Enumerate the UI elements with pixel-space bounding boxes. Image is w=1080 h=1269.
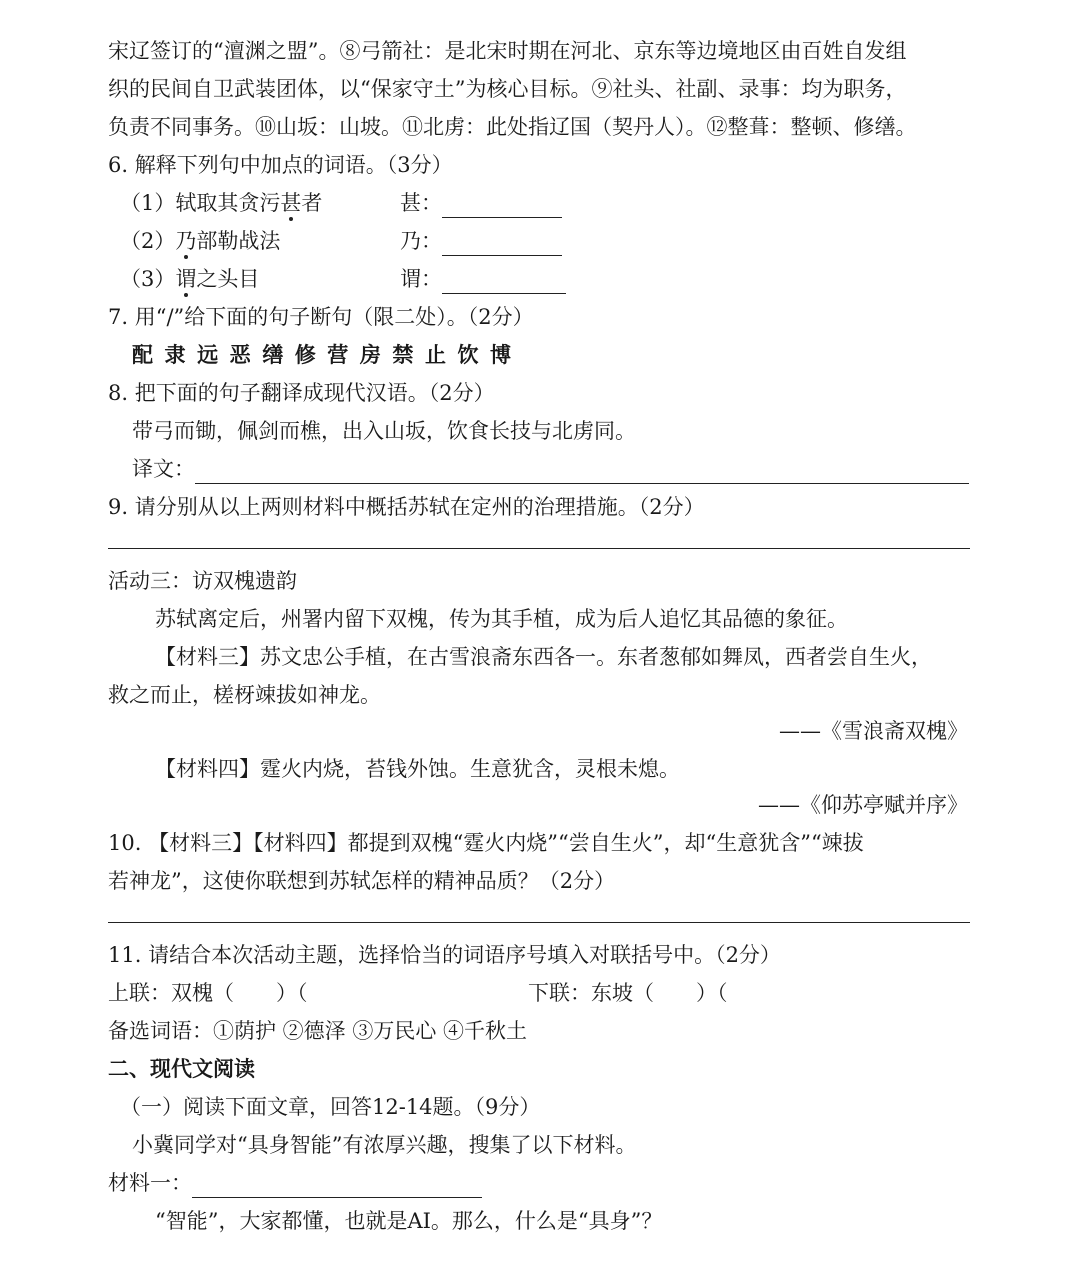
item-3-answer-blank[interactable] bbox=[442, 271, 566, 294]
item-1-prefix: （1）轼取其贪污 bbox=[120, 191, 281, 215]
notes-line-1: 宋辽签订的“澶渊之盟”。⑧弓箭社：是北宋时期在河北、京东等边境地区由百姓自发组 bbox=[108, 39, 907, 63]
material-3-line-1: 【材料三】苏文忠公手植，在古雪浪斋东西各一。东者葱郁如舞凤，西者尝自生火， bbox=[155, 645, 932, 669]
material-1-first-line: “智能”，大家都懂，也就是AI。那么，什么是“具身”？ bbox=[155, 1209, 663, 1233]
material-3-line-2: 救之而止，槎枒竦拔如神龙。 bbox=[108, 683, 381, 707]
activity-3-intro: 苏轼离定后，州署内留下双槐，传为其手植，成为后人追忆其品德的象征。 bbox=[155, 607, 848, 631]
item-2-dotted-word: 乃 bbox=[175, 229, 197, 253]
item-3-suffix: 之头目 bbox=[196, 267, 260, 291]
item-3-dotted-word: 谓 bbox=[175, 267, 197, 291]
section-2-title: 二、现代文阅读 bbox=[108, 1057, 255, 1081]
question-10-line-1: 10. 【材料三】【材料四】都提到双槐“霆火内烧”“尝自生火”，却“生意犹含”“竦拔 bbox=[108, 831, 864, 855]
question-10-answer-line[interactable] bbox=[108, 922, 970, 923]
item-3-answer-label: 谓： bbox=[400, 267, 442, 291]
notes-line-2: 织的民间自卫武装团体，以“保家守土”为核心目标。⑨社头、社副、录事：均为职务， bbox=[108, 77, 907, 101]
material-3-source: ——《雪浪斋双槐》 bbox=[779, 719, 968, 743]
material-1-label: 材料一： bbox=[108, 1171, 192, 1195]
translation-label: 译文： bbox=[132, 457, 195, 481]
item-1-answer-label: 甚： bbox=[400, 191, 442, 215]
item-3-answer bbox=[400, 264, 566, 294]
item-3-prefix: （3） bbox=[120, 267, 176, 291]
section-2-subtitle: （一）阅读下面文章，回答12-14题。（9分） bbox=[120, 1095, 541, 1119]
activity-3-title: 活动三：访双槐遗韵 bbox=[108, 569, 297, 593]
section-2-intro: 小冀同学对“具身智能”有浓厚兴趣，搜集了以下材料。 bbox=[132, 1133, 637, 1157]
item-1-dotted-word: 甚 bbox=[280, 191, 302, 215]
question-8-sentence: 带弓而锄，佩剑而樵，出入山坂，饮食长技与北虏同。 bbox=[132, 419, 636, 443]
couplet-lower: 下联：东坡（ ）（ bbox=[528, 981, 728, 1005]
question-10-line-2: 若神龙”，这使你联想到苏轼怎样的精神品质？（2分） bbox=[108, 869, 616, 893]
question-8-answer bbox=[132, 454, 969, 484]
question-6-item-3 bbox=[120, 264, 259, 294]
question-7-sentence: 配隶远恶缮修营房禁止饮博 bbox=[132, 343, 523, 367]
item-2-prefix: （2） bbox=[120, 229, 176, 253]
item-2-suffix: 部勒战法 bbox=[196, 229, 281, 253]
question-9-answer-line[interactable] bbox=[108, 548, 970, 549]
material-1-blank[interactable] bbox=[192, 1175, 482, 1198]
question-6-title: 6. 解释下列句中加点的词语。（3分） bbox=[108, 153, 453, 177]
couplet-upper: 上联：双槐（ ）（ bbox=[108, 981, 308, 1005]
question-6-item-1 bbox=[120, 188, 322, 218]
question-9-title: 9. 请分别从以上两则材料中概括苏轼在定州的治理措施。（2分） bbox=[108, 495, 705, 519]
question-7-title: 7. 用“/”给下面的句子断句（限二处）。（2分） bbox=[108, 305, 534, 329]
item-1-suffix: 者 bbox=[301, 191, 323, 215]
question-8-title: 8. 把下面的句子翻译成现代汉语。（2分） bbox=[108, 381, 495, 405]
item-2-answer-label: 乃： bbox=[400, 229, 442, 253]
item-2-answer-blank[interactable] bbox=[442, 233, 562, 256]
material-4-line: 【材料四】霆火内烧，苔钱外蚀。生意犹含，灵根未熄。 bbox=[155, 757, 680, 781]
item-2-answer bbox=[400, 226, 562, 256]
notes-line-3: 负责不同事务。⑩山坂：山坡。⑪北虏：此处指辽国（契丹人）。⑫整葺：整顿、修缮。 bbox=[108, 115, 917, 139]
question-11-title: 11. 请结合本次活动主题，选择恰当的词语序号填入对联括号中。（2分） bbox=[108, 943, 781, 967]
question-11-options: 备选词语：①荫护 ②德泽 ③万民心 ④千秋土 bbox=[108, 1019, 528, 1043]
item-1-answer bbox=[400, 188, 562, 218]
translation-blank[interactable] bbox=[195, 461, 969, 484]
material-1-row bbox=[108, 1168, 482, 1198]
question-6-item-2 bbox=[120, 226, 280, 256]
item-1-answer-blank[interactable] bbox=[442, 195, 562, 218]
material-4-source: ——《仰苏亭赋并序》 bbox=[758, 793, 968, 817]
